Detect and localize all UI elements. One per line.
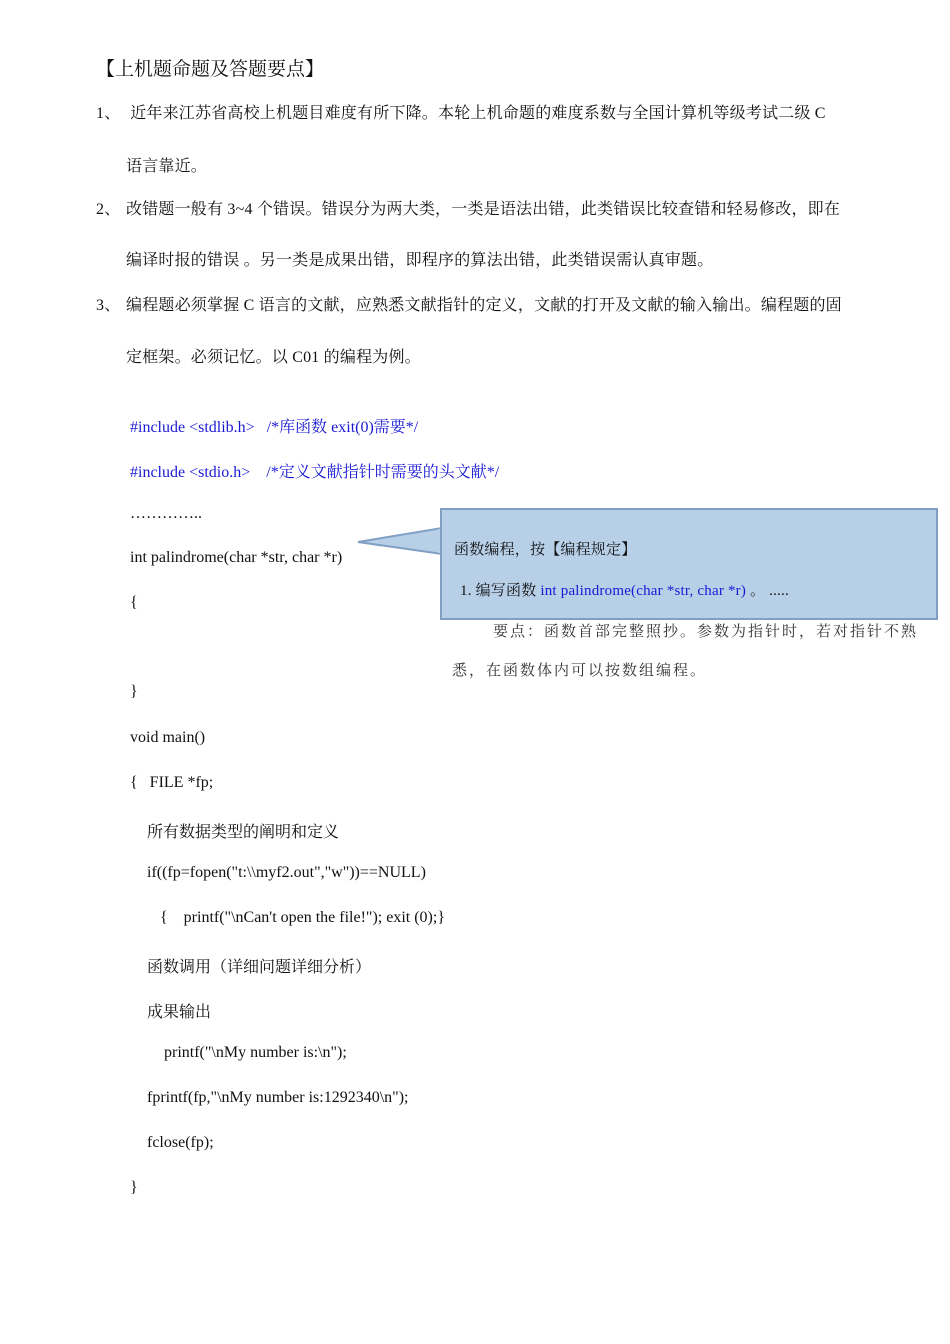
callout-item-prefix: 1. 编写函数 — [460, 583, 541, 599]
code-output-comment: 成果输出 — [147, 1004, 212, 1021]
callout-pointer — [358, 508, 444, 558]
list-item-continuation: 语言靠近。 — [126, 158, 208, 175]
page-heading: 【上机题命题及答题要点】 — [96, 59, 325, 80]
list-item-continuation: 定框架。必须记忆。以 C01 的编程为例。 — [126, 349, 421, 366]
code-close-brace: } — [130, 683, 138, 700]
code-fopen-check: if((fp=fopen("t:\\myf2.out","w"))==NULL) — [147, 864, 426, 881]
callout-note-line-1: 要点：函数首部完整照抄。参数为指针时，若对指针不熟 — [493, 624, 919, 640]
code-ellipsis: ………….. — [130, 505, 202, 522]
list-item-continuation: 编译时报的错误 。另一类是成果出错，即程序的算法出错，此类错误需认真审题。 — [126, 252, 714, 269]
code-end-brace: } — [130, 1179, 138, 1196]
callout-title: 函数编程，按【编程规定】 — [454, 542, 637, 558]
callout-item — [460, 579, 789, 600]
callout-item-code: int palindrome(char *str, char *r) — [540, 583, 747, 599]
list-item-text: 改错题一般有 3~4 个错误。错误分为两大类，一类是语法出错，此类错误比较查错和轻易修改，即在 — [126, 201, 841, 218]
list-item — [96, 292, 842, 315]
code-fclose: fclose(fp); — [147, 1134, 214, 1151]
code-call-comment: 函数调用（详细问题详细分析） — [147, 959, 372, 976]
list-item — [96, 196, 840, 219]
list-item-text: 编程题必须掌握 C 语言的文献，应熟悉文献指针的定义，文献的打开及文献的输入输出。编程题的固 — [126, 297, 842, 314]
code-include-stdlib: #include <stdlib.h> /*库函数 exit(0)需要*/ — [130, 419, 419, 436]
list-item — [96, 100, 826, 123]
code-main-signature: void main() — [130, 729, 206, 746]
list-item-number: 1、 — [96, 105, 121, 122]
list-item-text: 近年来江苏省高校上机题目难度有所下降。本轮上机命题的难度系数与全国计算机等级考试二级 C — [126, 105, 826, 122]
code-fprintf: fprintf(fp,"\nMy number is:1292340\n"); — [147, 1089, 409, 1106]
code-function-signature: int palindrome(char *str, char *r) — [130, 549, 343, 566]
code-open-brace: { — [130, 594, 138, 611]
code-printf: printf("\nMy number is:\n"); — [164, 1044, 347, 1061]
code-file-declaration: { FILE *fp; — [130, 774, 214, 791]
code-error-handler: { printf("\nCan't open the file!"); exit (0);} — [160, 909, 446, 926]
callout-box — [440, 508, 938, 620]
list-item-number: 2、 — [96, 201, 121, 218]
code-include-stdio: #include <stdio.h> /*定义文献指针时需要的头文献*/ — [130, 464, 500, 481]
list-item-number: 3、 — [96, 297, 121, 314]
code-declaration-comment: 所有数据类型的阐明和定义 — [147, 824, 340, 841]
callout-item-suffix: 。 ..... — [746, 583, 789, 599]
callout-note-line-2: 悉，在函数体内可以按数组编程。 — [452, 663, 708, 679]
